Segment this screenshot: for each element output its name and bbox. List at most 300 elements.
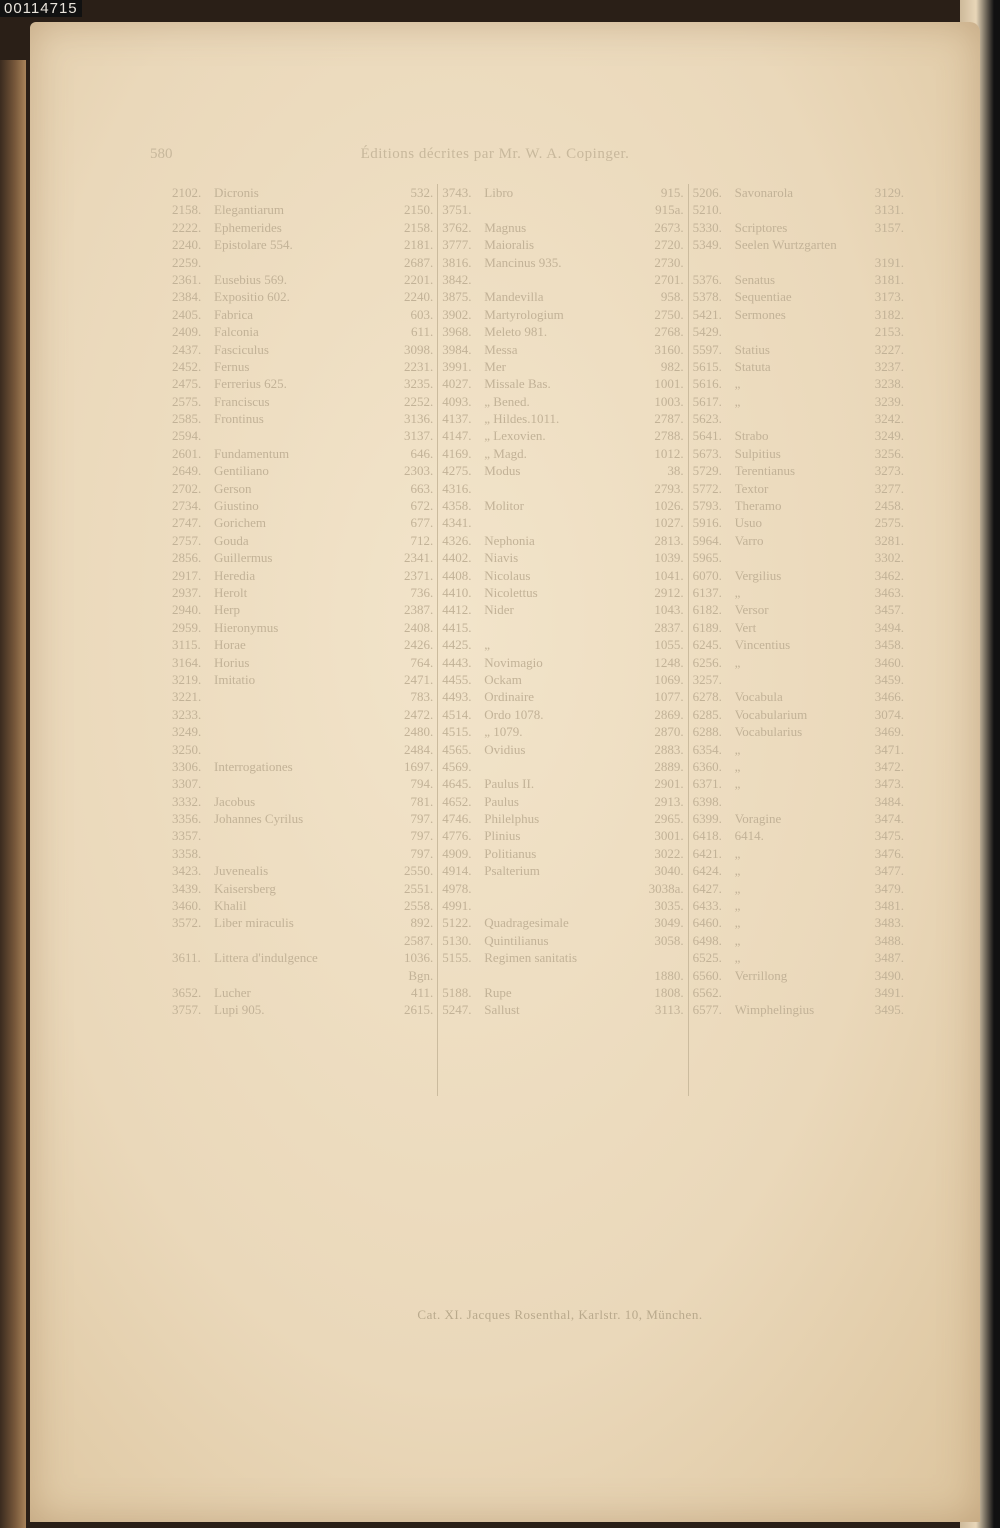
entry-number: 2601. — [172, 445, 202, 461]
entry-number: 3902. — [442, 306, 472, 322]
entry-number: 6189. — [692, 619, 722, 635]
entry-name — [214, 932, 381, 949]
entry-reference: 2201. — [404, 271, 434, 287]
entry-reference: 2303. — [404, 463, 434, 479]
index-row — [438, 306, 687, 323]
entry-reference: 3490. — [874, 967, 904, 983]
entry-reference — [852, 236, 904, 253]
entry-name: Quadragesimale — [484, 915, 569, 931]
entry-reference: 1069. — [654, 671, 684, 687]
entry-number: 4914. — [442, 863, 472, 879]
entry-number: 5673. — [692, 445, 722, 461]
entry-name — [214, 723, 381, 740]
entry-number: 2702. — [172, 480, 202, 496]
index-row — [168, 427, 437, 444]
entry-number: 6398. — [692, 793, 722, 809]
index-row — [168, 254, 437, 271]
entry-name: Ordinaire — [484, 689, 535, 705]
entry-reference: 2730. — [654, 254, 684, 270]
entry-number: 6460. — [692, 915, 722, 931]
index-row — [689, 1001, 908, 1018]
entry-name: Paulus II. — [484, 776, 535, 792]
entry-name: Ephemerides — [214, 219, 282, 235]
entry-number: 3219. — [172, 671, 202, 687]
entry-name: Lucher — [214, 984, 251, 1000]
page-title: Éditions décrites par Mr. W. A. Copinger. — [360, 146, 630, 162]
entry-name: Dicronis — [214, 185, 259, 200]
entry-reference: 3479. — [874, 880, 904, 896]
entry-number: 6498. — [692, 932, 722, 948]
index-row — [168, 932, 437, 949]
entry-name: Strabo — [734, 428, 769, 444]
entry-name: Ovidius — [484, 741, 526, 757]
entry-number: 4652. — [442, 793, 472, 809]
entry-reference: 783. — [410, 689, 434, 705]
index-row — [168, 393, 437, 410]
entry-number: 2222. — [172, 219, 202, 235]
entry-reference: 2870. — [654, 724, 684, 740]
entry-reference: 3157. — [874, 219, 904, 235]
entry-name — [214, 967, 381, 984]
index-row — [438, 688, 687, 705]
entry-name: Falconia — [214, 324, 259, 340]
entry-reference: 1697. — [404, 758, 434, 774]
index-row — [438, 549, 687, 566]
index-row — [689, 967, 908, 984]
scan-id-label: 00114715 — [0, 0, 82, 17]
entry-name: „ Bened. — [484, 393, 530, 409]
entry-number: 4093. — [442, 393, 472, 409]
entry-reference: 2720. — [654, 237, 684, 253]
entry-name: „ 1079. — [484, 724, 523, 740]
entry-name: Vincentius — [734, 637, 791, 653]
entry-number: 4978. — [442, 880, 472, 896]
entry-number: 2405. — [172, 306, 202, 322]
index-row — [168, 619, 437, 636]
entry-name: Khalil — [214, 898, 247, 914]
index-row — [689, 897, 908, 914]
entry-number: 2917. — [172, 567, 202, 583]
entry-name: Sermones — [734, 306, 786, 322]
entry-reference: 2701. — [654, 271, 684, 287]
entry-number: 2475. — [172, 376, 202, 392]
entry-number: 2594. — [172, 428, 202, 444]
entry-name: „ — [734, 863, 741, 879]
index-row — [689, 271, 908, 288]
index-row — [689, 793, 908, 810]
entry-number: 2158. — [172, 202, 202, 218]
index-row — [689, 514, 908, 531]
entry-name: Epistolare 554. — [214, 237, 293, 253]
entry-reference: 411. — [410, 984, 434, 1000]
entry-reference: 1248. — [654, 654, 684, 670]
index-row — [168, 775, 437, 792]
entry-number: 2437. — [172, 341, 202, 357]
entry-reference: 2750. — [654, 306, 684, 322]
entry-number: 2361. — [172, 271, 202, 287]
entry-name: Usuo — [734, 515, 763, 531]
entry-reference: 3235. — [404, 376, 434, 392]
entry-reference: 3191. — [874, 254, 904, 270]
entry-reference: 797. — [410, 828, 434, 844]
entry-name: „ — [734, 654, 741, 670]
entry-reference: 3477. — [874, 863, 904, 879]
entry-reference: 2551. — [404, 880, 434, 896]
entry-reference: 646. — [410, 445, 434, 461]
entry-reference: 3459. — [874, 671, 904, 687]
index-row — [689, 306, 908, 323]
entry-name — [214, 845, 381, 862]
entry-reference: 2788. — [654, 428, 684, 444]
entry-name: „ — [734, 393, 741, 409]
entry-reference: 1027. — [654, 515, 684, 531]
entry-reference: 2889. — [654, 758, 684, 774]
entry-name: Herolt — [214, 584, 248, 600]
entry-name: Politianus — [484, 845, 537, 861]
index-row — [689, 236, 908, 253]
index-row — [168, 514, 437, 531]
entry-number: 6577. — [692, 1002, 722, 1018]
entry-number: 2384. — [172, 289, 202, 305]
index-row — [168, 236, 437, 253]
entry-name: Psalterium — [484, 863, 540, 879]
entry-name: Wimphelingius — [734, 1002, 815, 1018]
entry-reference: 3137. — [404, 428, 434, 444]
index-row — [168, 549, 437, 566]
index-row — [689, 254, 908, 271]
entry-name: Vocabularius — [734, 724, 803, 740]
entry-number: 3968. — [442, 324, 472, 340]
entry-reference: 3038a. — [648, 880, 684, 896]
index-row — [438, 862, 687, 879]
entry-number: 4514. — [442, 706, 472, 722]
entry-number: 5188. — [442, 984, 472, 1000]
index-row — [689, 567, 908, 584]
entry-number: 3250. — [172, 741, 202, 757]
index-row — [168, 793, 437, 810]
index-row — [438, 410, 687, 427]
entry-reference: 1077. — [654, 689, 684, 705]
index-row — [438, 497, 687, 514]
entry-name: Vocabula — [734, 689, 783, 705]
entry-number: 3460. — [172, 898, 202, 914]
entry-name: Hieronymus — [214, 619, 279, 635]
entry-reference: 3481. — [874, 898, 904, 914]
entry-number: 5247. — [442, 1002, 472, 1018]
entry-number: 2757. — [172, 532, 202, 548]
entry-reference: 3227. — [874, 341, 904, 357]
entry-reference: 797. — [410, 845, 434, 861]
entry-name: Jacobus — [214, 793, 256, 809]
entry-name: Varro — [734, 532, 764, 548]
entry-reference: 1880. — [654, 967, 684, 983]
entry-name — [214, 827, 381, 844]
index-row — [689, 984, 908, 1001]
entry-number — [172, 932, 214, 949]
entry-reference: 1012. — [654, 445, 684, 461]
entry-reference: 2484. — [404, 741, 434, 757]
index-row — [168, 288, 437, 305]
index-row — [689, 497, 908, 514]
index-row — [689, 288, 908, 305]
entry-name: Ordo 1078. — [484, 706, 544, 722]
entry-reference: 1003. — [654, 393, 684, 409]
entry-reference: 781. — [410, 793, 434, 809]
entry-name: Quintilianus — [484, 932, 549, 948]
entry-reference: 958. — [660, 289, 684, 305]
entry-name: Fernus — [214, 358, 250, 374]
entry-number: 4515. — [442, 724, 472, 740]
index-row — [689, 775, 908, 792]
index-row — [689, 393, 908, 410]
entry-number: 3257. — [692, 671, 722, 687]
entry-number: 3233. — [172, 706, 202, 722]
index-row — [438, 949, 687, 966]
entry-reference: 2408. — [404, 619, 434, 635]
entry-number: 4565. — [442, 741, 472, 757]
entry-number: 6256. — [692, 654, 722, 670]
page-header — [150, 146, 770, 163]
entry-reference: 3277. — [874, 480, 904, 496]
entry-reference: 3474. — [874, 811, 904, 827]
index-row — [168, 723, 437, 740]
entry-reference: 2471. — [404, 671, 434, 687]
entry-reference: 2768. — [654, 324, 684, 340]
entry-name: Ferrerius 625. — [214, 376, 287, 392]
entry-number: 5615. — [692, 358, 722, 374]
entry-reference: 38. — [667, 463, 684, 479]
entry-reference: 892. — [410, 915, 434, 931]
entry-number: 5916. — [692, 515, 722, 531]
entry-name — [484, 758, 631, 775]
entry-name: Nicolettus — [484, 584, 538, 600]
entry-number: 3611. — [172, 950, 201, 966]
entry-number: 3842. — [442, 271, 472, 287]
index-row — [438, 758, 687, 775]
index-row — [168, 688, 437, 705]
entry-reference: 3022. — [654, 845, 684, 861]
entry-name: Mer — [484, 358, 506, 374]
entry-name: Lupi 905. — [214, 1002, 265, 1018]
entry-number: 4147. — [442, 428, 472, 444]
index-row — [168, 201, 437, 218]
entry-number: 2959. — [172, 619, 202, 635]
index-row — [168, 654, 437, 671]
entry-number: 4027. — [442, 376, 472, 392]
entry-reference: 2587. — [404, 932, 434, 948]
index-row — [438, 288, 687, 305]
entry-reference: 3460. — [874, 654, 904, 670]
index-row — [689, 845, 908, 862]
index-row — [689, 723, 908, 740]
entry-name — [484, 967, 631, 984]
index-row — [438, 323, 687, 340]
entry-reference: 3281. — [874, 532, 904, 548]
entry-reference: 3098. — [404, 341, 434, 357]
index-row — [438, 775, 687, 792]
entry-number: 5617. — [692, 393, 722, 409]
entry-number: 4415. — [442, 619, 472, 635]
index-row — [689, 201, 908, 218]
index-row — [168, 567, 437, 584]
index-row — [168, 741, 437, 758]
entry-name: Littera d'indulgence — [214, 950, 318, 966]
entry-name: Senatus — [734, 271, 776, 287]
entry-name: Paulus — [484, 793, 519, 809]
entry-reference: 2240. — [404, 289, 434, 305]
entry-reference: 3237. — [874, 358, 904, 374]
entry-name: Vert — [734, 619, 757, 635]
entry-reference: 2575. — [874, 515, 904, 531]
entry-reference: 2883. — [654, 741, 684, 757]
index-row — [438, 567, 687, 584]
index-row — [689, 445, 908, 462]
entry-name: Versor — [734, 602, 769, 618]
entry-name: Liber miraculis — [214, 915, 294, 931]
entry-number: 5122. — [442, 915, 472, 931]
entry-name: Missale Bas. — [484, 376, 551, 392]
entry-reference: 2181. — [404, 237, 434, 253]
entry-reference: 3242. — [874, 411, 904, 427]
entry-reference: 3495. — [874, 1002, 904, 1018]
entry-number: 6424. — [692, 863, 722, 879]
entry-name: „ — [734, 915, 741, 931]
index-row — [168, 862, 437, 879]
entry-number: 5793. — [692, 498, 722, 514]
entry-reference: 3488. — [874, 932, 904, 948]
index-row — [168, 532, 437, 549]
entry-number: 5130. — [442, 932, 472, 948]
entry-name: Elegantiarum — [214, 202, 285, 218]
entry-reference: 663. — [410, 480, 434, 496]
entry-number: 4493. — [442, 689, 472, 705]
entry-number: 2102. — [172, 185, 202, 200]
entry-name: „ — [734, 758, 741, 774]
entry-number: 3757. — [172, 1002, 202, 1018]
entry-number: 4776. — [442, 828, 472, 844]
entry-number: 2747. — [172, 515, 202, 531]
entry-number: 5965. — [692, 550, 722, 566]
entry-reference: 3136. — [404, 411, 434, 427]
entry-name — [735, 671, 852, 688]
entry-name: Horae — [214, 637, 246, 653]
entry-name: Gouda — [214, 532, 249, 548]
entry-number: 4425. — [442, 637, 472, 653]
entry-reference: 3302. — [874, 550, 904, 566]
entry-name: 6414. — [734, 828, 764, 844]
index-row — [438, 271, 687, 288]
entry-reference: 3458. — [874, 637, 904, 653]
entry-reference: 2480. — [404, 724, 434, 740]
entry-reference: 2837. — [654, 619, 684, 635]
entry-name: Statuta — [734, 358, 771, 374]
entry-name: Guillermus — [214, 550, 273, 566]
entry-name: Fasciculus — [214, 341, 269, 357]
entry-name — [214, 775, 381, 792]
entry-reference: 2371. — [404, 567, 434, 583]
entry-reference: 1039. — [654, 550, 684, 566]
index-row — [689, 862, 908, 879]
entry-name: Messa — [484, 341, 518, 357]
index-row — [438, 184, 687, 201]
index-row — [438, 932, 687, 949]
index-row — [689, 219, 908, 236]
entry-name: Eusebius 569. — [214, 271, 287, 287]
entry-reference: 3238. — [874, 376, 904, 392]
index-row — [168, 323, 437, 340]
index-row — [438, 254, 687, 271]
entry-number: 3743. — [442, 185, 472, 200]
entry-name — [214, 254, 381, 271]
entry-reference: 677. — [410, 515, 434, 531]
entry-reference: 2426. — [404, 637, 434, 653]
entry-reference: Bgn. — [408, 967, 434, 983]
entry-name: Sequentiae — [734, 289, 792, 305]
entry-number: 3762. — [442, 219, 472, 235]
entry-name: „ — [484, 637, 491, 653]
entry-reference: 3074. — [874, 706, 904, 722]
index-row — [689, 932, 908, 949]
index-row — [689, 462, 908, 479]
entry-reference: 3476. — [874, 845, 904, 861]
entry-name: Expositio 602. — [214, 289, 290, 305]
page-footer: Cat. XI. Jacques Rosenthal, Karlstr. 10, München. — [417, 1307, 703, 1322]
entry-reference: 2813. — [654, 532, 684, 548]
index-row — [689, 619, 908, 636]
entry-reference: 2869. — [654, 706, 684, 722]
entry-name: „ — [734, 880, 741, 896]
entry-reference: 2158. — [404, 219, 434, 235]
entry-name — [214, 688, 381, 705]
entry-number: 3306. — [172, 758, 202, 774]
index-row — [168, 984, 437, 1001]
entry-number: 5641. — [692, 428, 722, 444]
entry-reference: 736. — [410, 584, 434, 600]
index-row — [438, 636, 687, 653]
index-row — [689, 375, 908, 392]
entry-reference: 3182. — [874, 306, 904, 322]
index-column-2 — [437, 184, 687, 1096]
entry-number: 6070. — [692, 567, 722, 583]
entry-reference: 3035. — [654, 898, 684, 914]
index-row — [689, 427, 908, 444]
index-row — [689, 636, 908, 653]
index-row — [168, 306, 437, 323]
entry-number: 3221. — [172, 689, 202, 705]
entry-number: 3816. — [442, 254, 472, 270]
entry-name: „ — [734, 950, 741, 966]
book-spine-edge — [0, 60, 26, 1528]
entry-name: Juvenealis — [214, 863, 269, 879]
entry-name: Giustino — [214, 498, 259, 514]
entry-name: Interrogationes — [214, 758, 293, 774]
entry-name — [735, 984, 852, 1001]
entry-name: Textor — [734, 480, 769, 496]
entry-reference: 1043. — [654, 602, 684, 618]
entry-reference: 1026. — [654, 498, 684, 514]
entry-name: Mancinus 935. — [484, 254, 562, 270]
entry-name: Franciscus — [214, 393, 270, 409]
index-row — [689, 914, 908, 931]
index-row — [168, 462, 437, 479]
entry-name: Nephonia — [484, 532, 535, 548]
entry-reference: 2913. — [654, 793, 684, 809]
entry-reference: 1055. — [654, 637, 684, 653]
index-row — [438, 341, 687, 358]
entry-name: Gerson — [214, 480, 252, 496]
index-row — [438, 741, 687, 758]
index-row — [689, 654, 908, 671]
